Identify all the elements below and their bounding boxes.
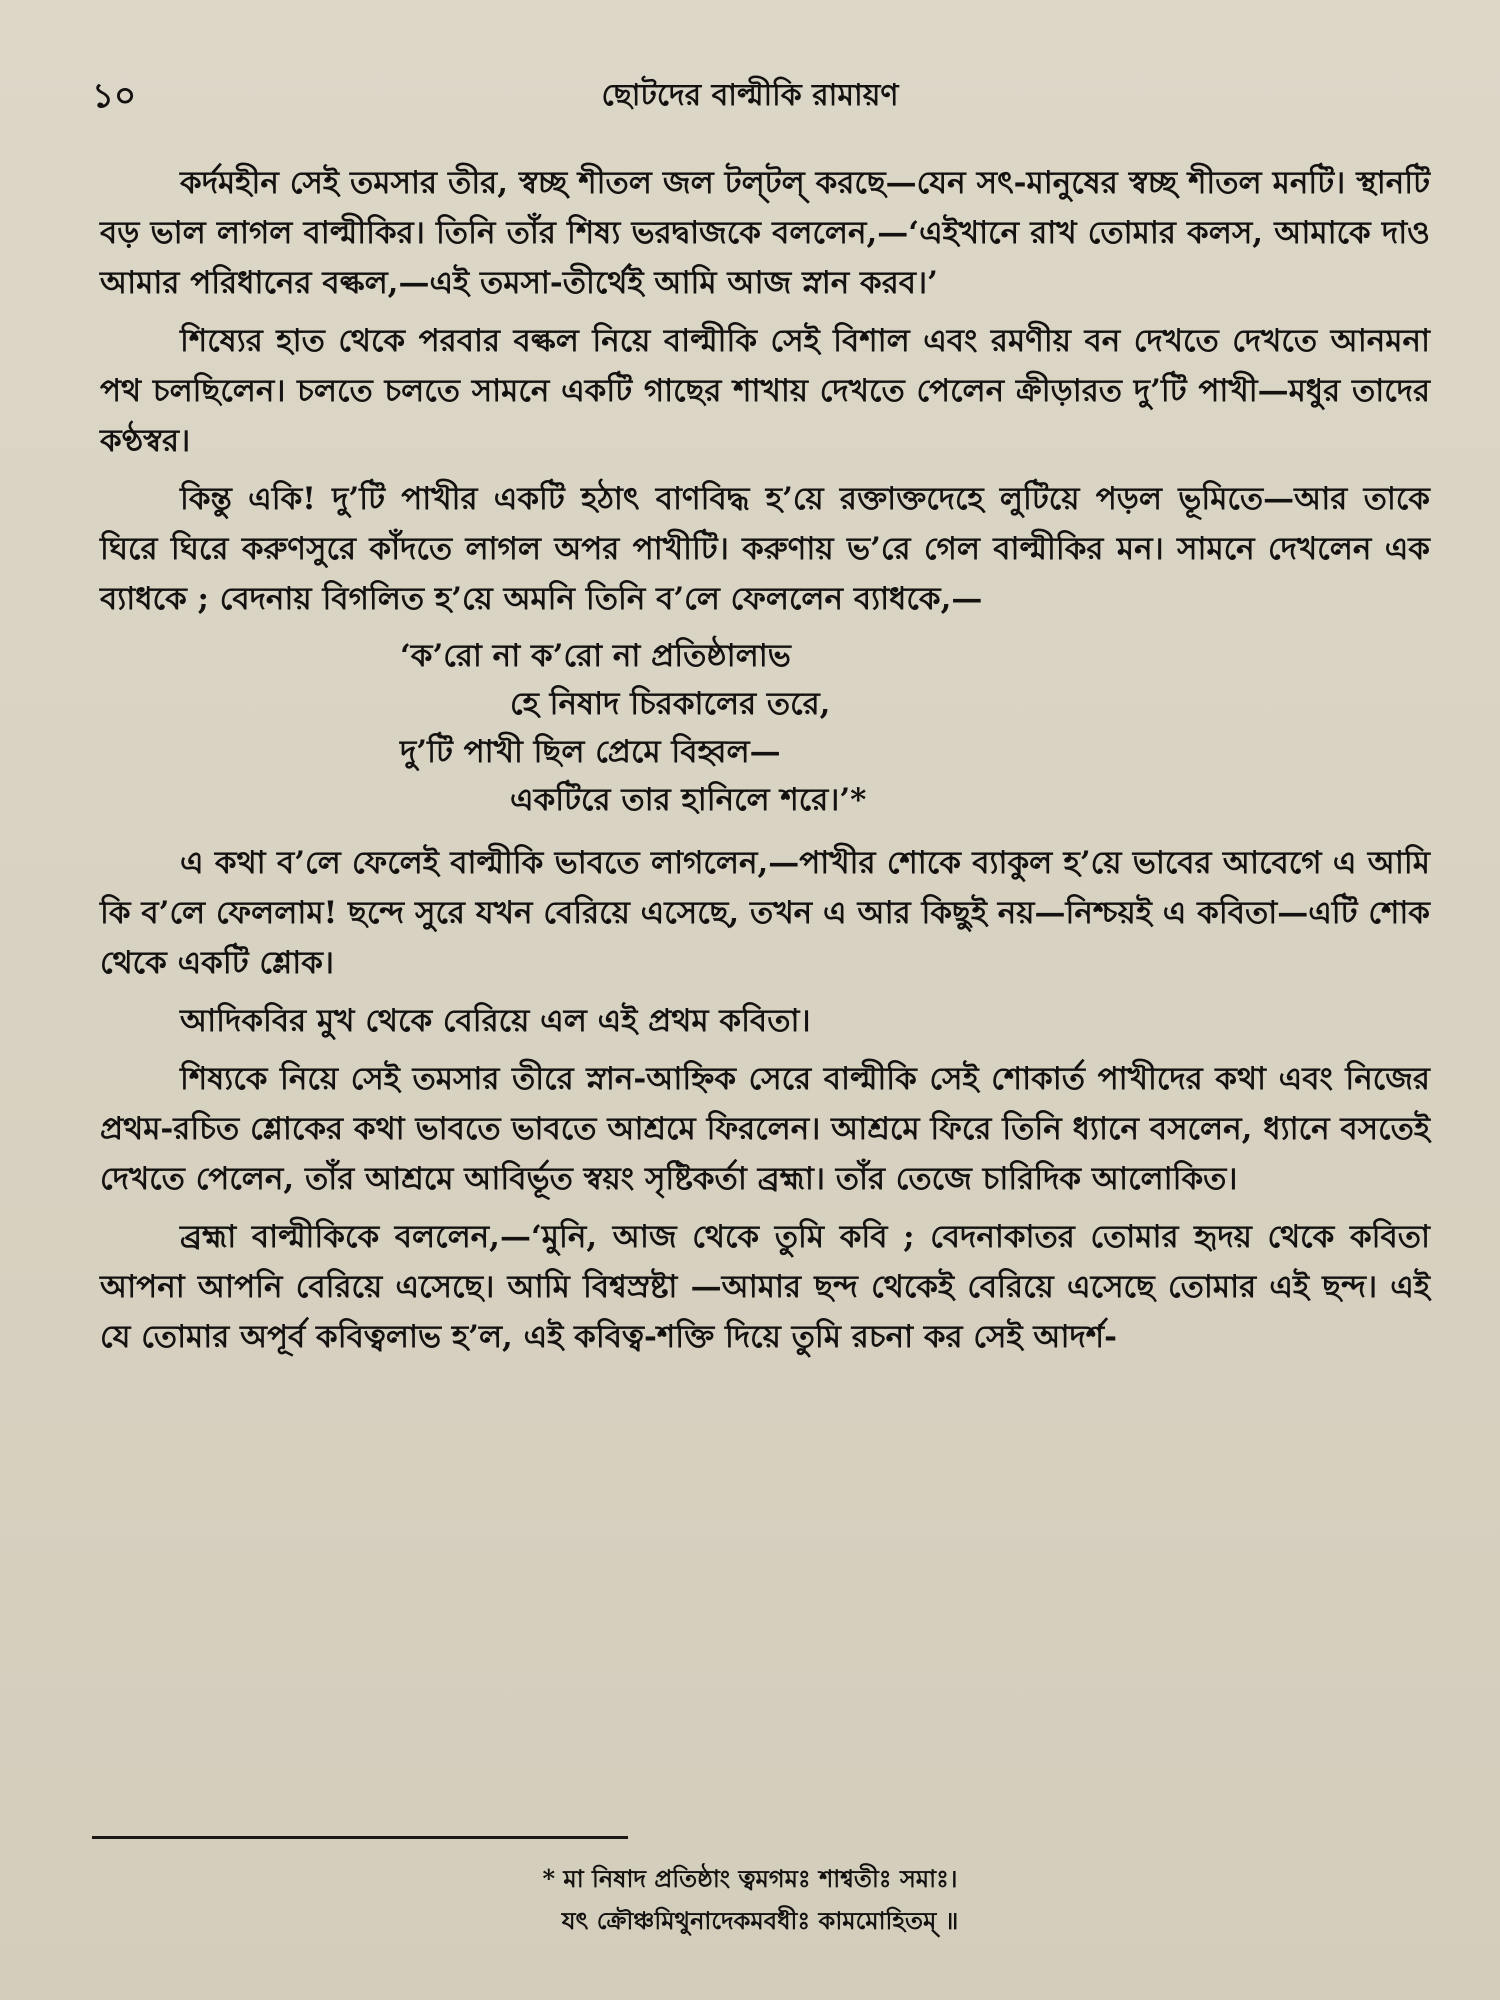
body-text	[100, 158, 1430, 1370]
verse-line: ‘ক’রো না ক’রো না প্রতিষ্ঠালাভ	[400, 638, 791, 674]
page-number: ১০	[92, 76, 137, 116]
verse-line: হে নিষাদ চিরকালের তরে,	[510, 686, 831, 722]
verse-line: দু’টি পাখী ছিল প্রেমে বিহ্বল—	[400, 734, 781, 770]
footnote-line: * মা নিষাদ প্রতিষ্ঠাং ত্বমগমঃ শাশ্বতীঃ সমাঃ।	[542, 1864, 958, 1893]
paragraph: কর্দমহীন সেই তমসার তীর, স্বচ্ছ শীতল জল টল্‌টল্‌ করছে—যেন সৎ-মানুষের স্বচ্ছ শীতল মনটি। স্থানটি বড় ভাল লাগল বাল্মীকির। তিনি তাঁর শিষ্য ভরদ্বাজকে বললেন,—‘এইখানে রাখ তোমার কলস, আমাকে দাও আমার পরিধানের বল্কল,—এই তমসা-তীর্থেই আমি আজ স্নান করব।’	[100, 165, 1430, 301]
paragraph: আদিকবির মুখ থেকে বেরিয়ে এল এই প্রথম কবিতা।	[180, 1003, 811, 1039]
paragraph: এ কথা ব’লে ফেলেই বাল্মীকি ভাবতে লাগলেন,—পাখীর শোকে ব্যাকুল হ’য়ে ভাবের আবেগে এ আমি কি ব’লে ফেললাম! ছন্দে সুরে যখন বেরিয়ে এসেছে, তখন এ আর কিছুই নয়—নিশ্চয়ই এ কবিতা—এটি শোক থেকে একটি শ্লোক।	[100, 845, 1430, 981]
footnote	[0, 1858, 1500, 1942]
footnote-line: যৎ ক্রৌঞ্চমিথুনাদেকমবধীঃ কামমোহিতম্‌ ॥	[561, 1906, 959, 1935]
paragraph: শিষ্যের হাত থেকে পরবার বল্কল নিয়ে বাল্মীকি সেই বিশাল এবং রমণীয় বন দেখতে দেখতে আনমনা পথ চলছিলেন। চলতে চলতে সামনে একটি গাছের শাখায় দেখতে পেলেন ক্রীড়ারত দু’টি পাখী—মধুর তাদের কণ্ঠস্বর।	[100, 323, 1430, 459]
paragraph: কিন্তু একি! দু’টি পাখীর একটি হঠাৎ বাণবিদ্ধ হ’য়ে রক্তাক্তদেহে লুটিয়ে পড়ল ভূমিতে—আর তাকে ঘিরে ঘিরে করুণসুরে কাঁদতে লাগল অপর পাখীটি। করুণায় ভ’রে গেল বাল্মীকির মন। সামনে দেখলেন এক ব্যাধকে ; বেদনায় বিগলিত হ’য়ে অমনি তিনি ব’লে ফেললেন ব্যাধকে,—	[100, 481, 1430, 617]
paragraph: শিষ্যকে নিয়ে সেই তমসার তীরে স্নান-আহ্নিক সেরে বাল্মীকি সেই শোকার্ত পাখীদের কথা এবং নিজের প্রথম-রচিত শ্লোকের কথা ভাবতে ভাবতে আশ্রমে ফিরলেন। আশ্রমে ফিরে তিনি ধ্যানে বসলেন, ধ্যানে বসতেই দেখতে পেলেন, তাঁর আশ্রমে আবির্ভূত স্বয়ং সৃষ্টিকর্তা ব্রহ্মা। তাঁর তেজে চারিদিক আলোকিত।	[100, 1061, 1430, 1197]
paragraph: ব্রহ্মা বাল্মীকিকে বললেন,—‘মুনি, আজ থেকে তুমি কবি ; বেদনাকাতর তোমার হৃদয় থেকে কবিতা আপনা আপনি বেরিয়ে এসেছে। আমি বিশ্বস্রষ্টা —আমার ছন্দ থেকেই বেরিয়ে এসেছে তোমার এই ছন্দ। এই যে তোমার অপূর্ব কবিত্বলাভ হ’ল, এই কবিত্ব-শক্তি দিয়ে তুমি রচনা কর সেই আদর্শ-	[100, 1219, 1430, 1355]
verse-line: একটিরে তার হানিলে শরে।’*	[510, 782, 867, 818]
running-title: ছোটদের বাল্মীকি রামায়ণ	[601, 78, 899, 113]
verse-block	[100, 632, 1430, 824]
page-header	[0, 72, 1500, 120]
footnote-divider	[92, 1836, 628, 1839]
